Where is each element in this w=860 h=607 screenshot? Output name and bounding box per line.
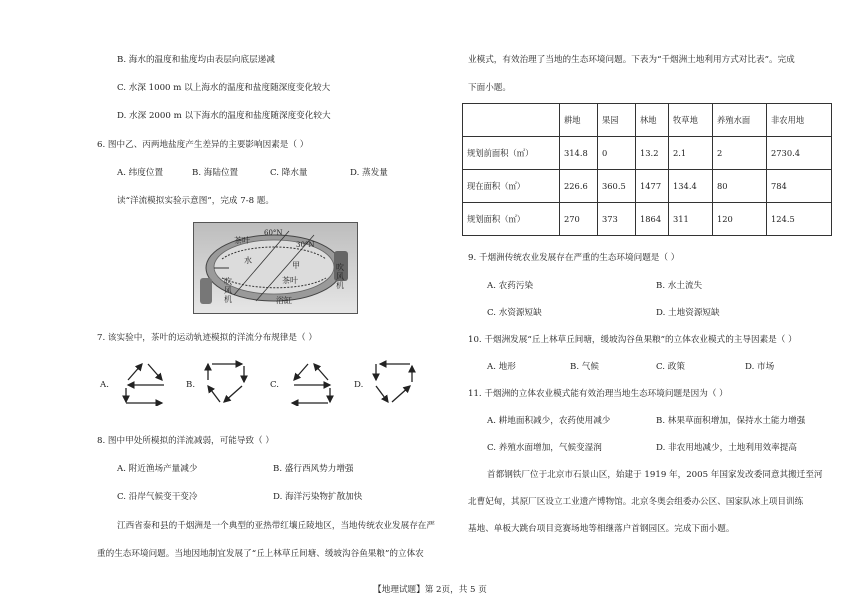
ocean-current-experiment-figure [193,222,358,314]
q8-option-d: D. 海洋污染物扩散加快 [273,492,363,502]
q10-option-b: B. 气候 [570,362,599,372]
table-cell: 0 [598,137,636,170]
q7-stem: 7. 该实验中，茶叶的运动轨迹模拟的洋流分布规律是（ ） [97,333,317,343]
arrow-diagram-d [370,360,420,406]
arrow-diagram-c [286,360,336,406]
table-cell: 311 [669,203,713,236]
q9-option-d: D. 土地资源短缺 [656,308,720,318]
q10-option-a: A. 地形 [487,362,516,372]
q7-option-d-label: D. [354,380,364,390]
table-cell: 规划前面积（㎡） [463,137,560,170]
arrow-diagram-a [120,360,170,406]
q11-option-b: B. 林果草面积增加，保持水土能力增强 [656,416,806,426]
land-use-table [462,103,832,236]
q7-option-a-label: A. [100,380,109,390]
q10-option-c: C. 政策 [656,362,685,372]
q6-stem: 6. 图中乙、丙两地盐度产生差异的主要影响因素是（ ） [97,140,309,150]
table-header-cell: 耕地 [560,104,598,137]
arrow-diagram-b [202,360,252,406]
q6-option-c: C. 降水量 [270,168,308,178]
q7-option-d-diagram [370,360,420,406]
jia-label: 甲 [292,261,300,270]
table-cell: 规划面积（㎡） [463,203,560,236]
table-cell: 13.2 [636,137,669,170]
table-header-cell: 牧草地 [669,104,713,137]
table-cell: 120 [713,203,767,236]
passage-line-1: 江西省泰和县的千烟洲是一个典型的亚热带红壤丘陵地区，当地传统农业发展存在严 [117,521,435,531]
q7-option-b-diagram [202,360,252,406]
table-cell: 2.1 [669,137,713,170]
q7-option-a-diagram [120,360,170,406]
passage2-line-2: 北曹妃甸，其原厂区设立工业遗产博物馆。北京冬奥会组委办公区、国家队冰上项目训练 [468,497,804,507]
latitude-30-label: 30°N [296,241,315,249]
q9-option-a: A. 农药污染 [487,281,534,291]
table-cell: 314.8 [560,137,598,170]
q11-option-d: D. 非农用地减少，土地利用效率提高 [656,443,797,453]
latitude-60-label: 60°N [264,229,283,237]
table-cell: 270 [560,203,598,236]
q8-option-c: C. 沿岸气候变干变冷 [117,492,198,502]
q7-option-b-label: B. [186,380,196,390]
water-label: 水 [244,256,252,265]
right-passage-line-2: 下面小题。 [468,83,511,93]
table-cell: 124.5 [767,203,832,236]
right-passage-line-1: 业模式，有效治理了当地的生态环境问题。下表为“千烟洲土地利用方式对比表”。完成 [468,55,795,65]
table-header-cell: 非农用地 [767,104,832,137]
table-cell: 2730.4 [767,137,832,170]
blower-label-left: 吹风机 [224,277,232,304]
table-header-cell: 养殖水面 [713,104,767,137]
q5-option-c: C. 水深 1000 m 以上海水的温度和盐度随深度变化较大 [117,83,331,93]
tea-label-bottom: 茶叶 [282,276,298,285]
q5-option-b: B. 海水的温度和盐度均由表层向底层递减 [117,55,275,65]
q9-stem: 9. 千烟洲传统农业发展存在严重的生态环境问题是（ ） [468,253,680,263]
q6-option-a: A. 纬度位置 [117,168,164,178]
table-row [463,170,832,203]
table-cell: 360.5 [598,170,636,203]
passage-line-2: 重的生态环境问题。当地因地制宜发展了“丘上林草丘间塘、缓坡沟谷鱼果粮”的立体农 [97,549,424,559]
table-row [463,203,832,236]
table-header-row [463,104,832,137]
q6-option-b: B. 海陆位置 [192,168,239,178]
blower-label-right: 吹风机 [336,263,344,290]
q8-option-a: A. 附近渔场产量减少 [117,464,198,474]
table-cell: 373 [598,203,636,236]
tea-label-top: 茶叶 [234,236,250,245]
q9-option-b: B. 水土流失 [656,281,703,291]
basin-label: 浴缸 [276,296,292,305]
page-footer: 【地理试题】第 2页，共 5 页 [373,585,487,595]
q9-option-c: C. 水资源短缺 [487,308,542,318]
q10-option-d: D. 市场 [745,362,775,372]
table-cell: 80 [713,170,767,203]
q11-stem: 11. 千烟洲的立体农业模式能有效治理当地生态环境问题是因为（ ） [468,389,728,399]
q11-option-a: A. 耕地面积减少，农药使用减少 [487,416,611,426]
table-cell: 226.6 [560,170,598,203]
passage2-line-1: 首都钢铁厂位于北京市石景山区，始建于 1919 年，2005 年国家发改委同意其搬迁至河 [487,470,823,480]
table-cell: 134.4 [669,170,713,203]
table-cell: 1477 [636,170,669,203]
q8-stem: 8. 图中甲处所模拟的洋流减弱，可能导致（ ） [97,436,274,446]
table-row [463,137,832,170]
intro-7-8: 读“洋流模拟实验示意图”，完成 7-8 题。 [117,196,274,206]
q8-option-b: B. 盛行西风势力增强 [273,464,354,474]
q10-stem: 10. 千烟洲发展“丘上林草丘间塘，缓坡沟谷鱼果粮”的立体农业模式的主导因素是（ ） [468,335,797,345]
table-cell: 现在面积（㎡） [463,170,560,203]
table-header-cell: 林地 [636,104,669,137]
table-header-cell [463,104,560,137]
q7-option-c-label: C. [270,380,280,390]
table-cell: 2 [713,137,767,170]
table-cell: 784 [767,170,832,203]
q11-option-c: C. 养殖水面增加，气候变湿润 [487,443,602,453]
table-header-cell: 果园 [598,104,636,137]
passage2-line-3: 基地、单板大跳台项目竞赛场地等相继落户首钢园区。完成下面小题。 [468,524,735,534]
q7-option-c-diagram [286,360,336,406]
q5-option-d: D. 水深 2000 m 以下海水的温度和盐度随深度变化较大 [117,111,331,121]
table-cell: 1864 [636,203,669,236]
q6-option-d: D. 蒸发量 [350,168,388,178]
